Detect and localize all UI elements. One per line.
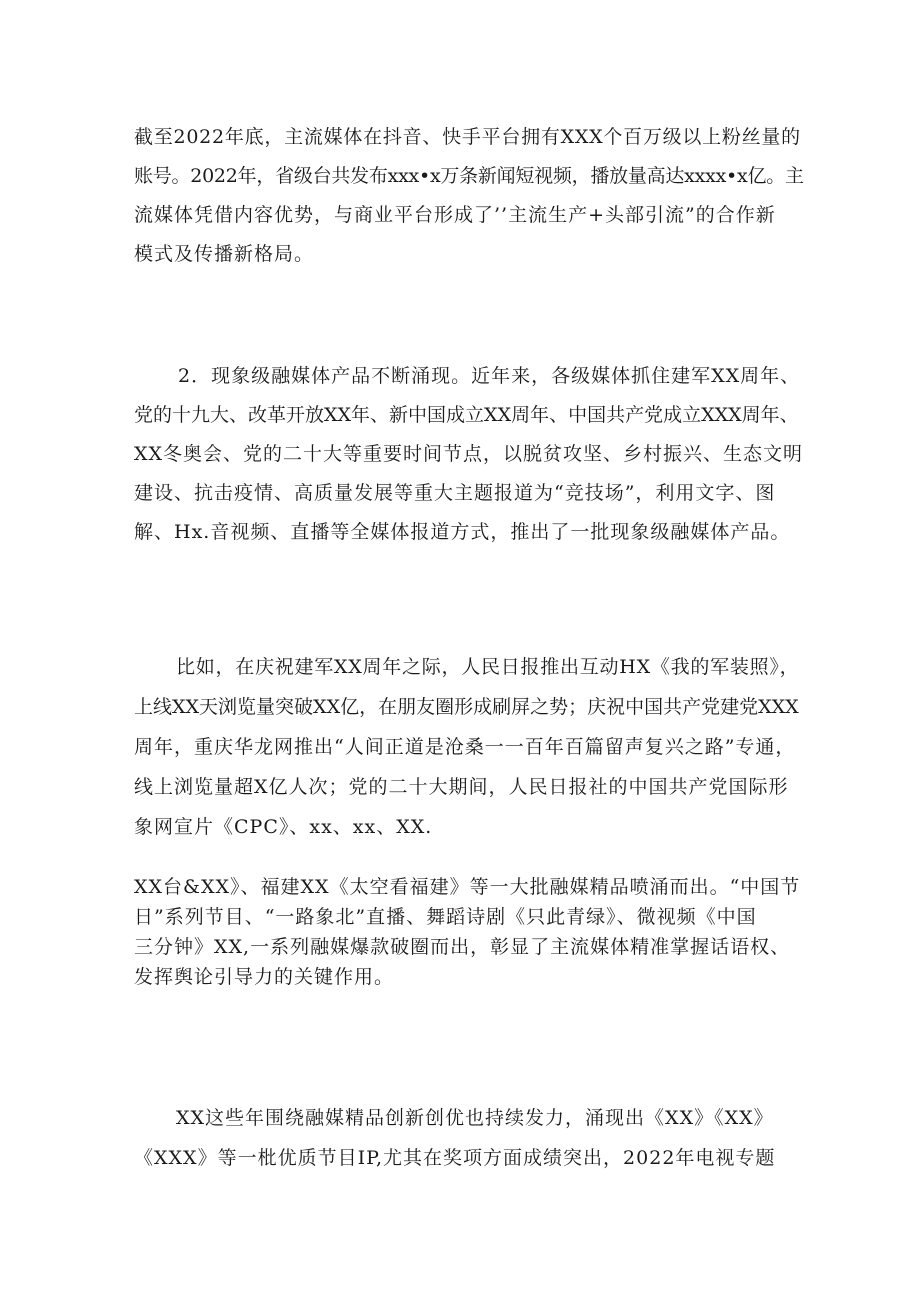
paragraph-phenomenal-products: [134, 357, 804, 552]
text-line: XX冬奥会、党的二十大等重要时间节点，以脱贫攻坚、乡村振兴、生态文明: [134, 443, 804, 465]
text-line: 解、Hx.音视频、直播等全媒体报道方式，推出了一批现象级融媒体产品。: [134, 521, 791, 543]
text-line: 《XXX》等一枇优质节目IP,尤其在奖项方面成绩突出，2022年电视专题: [134, 1147, 776, 1169]
text-line: 账号。2022年，省级台共发布xxx•x万条新闻短视频，播放量高达xxxx•x亿。主: [134, 165, 804, 187]
paragraph-media-accounts: [134, 118, 804, 274]
text-line: 截至2022年底，主流媒体在抖音、快手平台拥有XXX个百万级以上粉丝量的: [134, 126, 801, 148]
text-line: 建设、抗击疫情、高质量发展等重大主题报道为“竞技场”，利用文字、图: [134, 482, 776, 504]
text-line: 线上浏览量超X亿人次；党的二十大期间，人民日报社的中国共产党国际形: [134, 776, 789, 798]
text-line: 党的十九大、改革开放XX年、新中国成立XX周年、中国共产党成立XXX周年、: [134, 404, 799, 426]
text-line: 2．现象级融媒体产品不断涌现。近年来，各级媒体抓住建军XX周年、: [178, 365, 801, 387]
text-line: 三分钟》XX,一系列融媒爆款破圈而出，彰显了主流媒体精准掌握话语权、: [134, 936, 791, 958]
text-line: 发挥舆论引导力的关键作用。: [134, 966, 395, 988]
text-line: 象网宣片《CPC》、xx、xx、XX.: [134, 816, 433, 838]
paragraph-examples: [134, 647, 804, 847]
text-line: 比如，在庆祝建军XX周年之际，人民日报推出互动HX《我的军装照》，: [176, 656, 800, 678]
text-line: 周年，重庆华龙网推出“人间正道是沧桑一一百年百篇留声复兴之路”专通，: [134, 736, 796, 758]
text-line: XX台&XX》、福建XX《太空看福建》等一大批融媒精品喷涌而出。“中国节: [134, 876, 801, 898]
text-line: 模式及传播新格局。: [134, 243, 315, 265]
text-line: 日”系列节目、“一路象北”直播、舞蹈诗剧《只此青绿》、微视频《中国: [134, 906, 757, 928]
paragraph-innovation: [134, 1098, 804, 1178]
paragraph-boutique-works: [134, 872, 804, 992]
text-line: XX这些年围绕融媒精品创新创优也持续发力，涌现出《XX》《XX》: [176, 1107, 774, 1129]
text-line: 上线XX天浏览量突破XX亿，在朋友圈形成刷屏之势；庆祝中国共产党建党XXX: [134, 696, 799, 718]
text-line: 流媒体凭借内容优势，与商业平台形成了’’主流生产+头部引流”的合作新: [134, 204, 776, 226]
